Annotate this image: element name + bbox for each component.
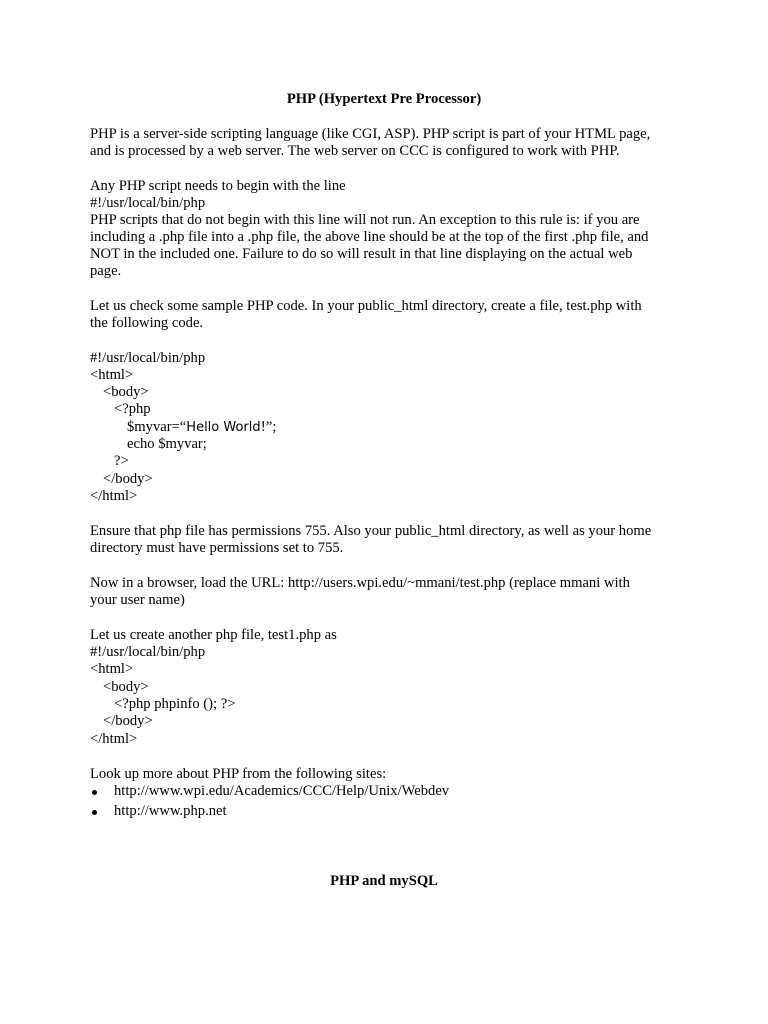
code2-line-5: </body> [103, 713, 153, 729]
code1-line-1: #!/usr/local/bin/php [90, 350, 206, 366]
code2-line-2: <html> [90, 661, 134, 677]
begin-line-5: NOT in the included one. Failure to do so will result in that line displaying on the actual web [90, 246, 633, 262]
code2-line-4: <?php phpinfo (); ?> [114, 696, 236, 712]
code2-line-3: <body> [103, 679, 149, 695]
intro-line-2: and is processed by a web server. The web server on CCC is configured to work with PHP. [90, 143, 620, 159]
code1-line-6: echo $myvar; [127, 436, 207, 452]
code1-hello-world: Hello World! [186, 420, 266, 435]
code1-line-4: <?php [114, 401, 151, 417]
code1-line-3: <body> [103, 384, 149, 400]
code2-intro: Let us create another php file, test1.php as [90, 627, 337, 643]
code1-line-8: </body> [103, 471, 153, 487]
begin-line-6: page. [90, 263, 122, 279]
begin-line-4: including a .php file into a .php file, the above line should be at the top of the first .php file, and [90, 229, 649, 245]
browser-line-2: your user name) [90, 592, 185, 608]
link-php-net[interactable]: http://www.php.net [114, 803, 227, 819]
code1-line-2: <html> [90, 367, 134, 383]
lookup-text: Look up more about PHP from the following sites: [90, 766, 387, 782]
begin-line-2: #!/usr/local/bin/php [90, 195, 206, 211]
sample-intro-line-1: Let us check some sample PHP code. In your public_html directory, create a file, test.php with [90, 298, 642, 314]
code2-line-1: #!/usr/local/bin/php [90, 644, 206, 660]
bullet-icon [92, 790, 97, 795]
bullet-icon [92, 810, 97, 815]
begin-line-3: PHP scripts that do not begin with this line will not run. An exception to this rule is: if you are [90, 212, 640, 228]
section-title-php-mysql: PHP and mySQL [330, 873, 438, 889]
code1-line-5-pre: $myvar=“ [127, 419, 187, 435]
code2-line-6: </html> [90, 731, 138, 747]
code1-line-7: ?> [114, 453, 129, 469]
permissions-line-2: directory must have permissions set to 755. [90, 540, 344, 556]
link-wpi[interactable]: http://www.wpi.edu/Academics/CCC/Help/Unix/Webdev [114, 783, 450, 799]
sample-intro-line-2: the following code. [90, 315, 204, 331]
permissions-line-1: Ensure that php file has permissions 755. Also your public_html directory, as well as your home [90, 523, 652, 539]
intro-line-1: PHP is a server-side scripting language (like CGI, ASP). PHP script is part of your HTML page, [90, 126, 651, 142]
code1-line-5-post: ”; [265, 419, 277, 435]
code1-line-5 [127, 419, 276, 436]
begin-line-1: Any PHP script needs to begin with the line [90, 178, 346, 194]
code1-line-9: </html> [90, 488, 138, 504]
browser-line-1: Now in a browser, load the URL: http://users.wpi.edu/~mmani/test.php (replace mmani with [90, 575, 630, 591]
page-title: PHP (Hypertext Pre Processor) [286, 91, 482, 107]
